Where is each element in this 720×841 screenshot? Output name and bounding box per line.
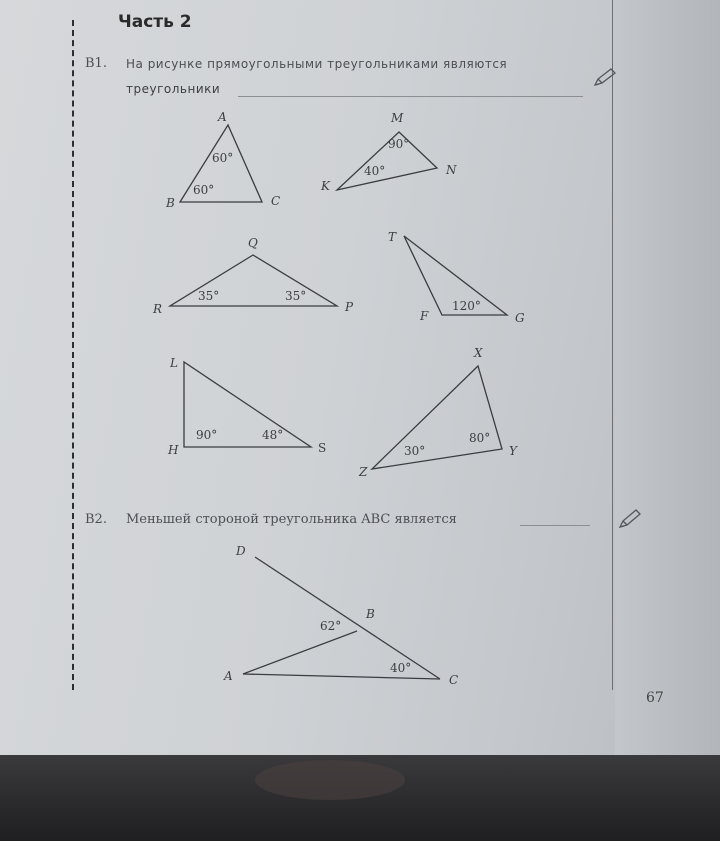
triangle-mnk [320,111,457,193]
b1-question-text: На рисунке прямоугольными треугольниками являются [126,57,508,71]
section-title: Часть 2 [118,12,192,32]
angle-k: 40° [364,164,386,178]
triangle-abc [165,110,280,210]
angle-f: 120° [452,299,481,313]
vertex-f: F [420,309,429,323]
angle-b2: 62° [320,619,342,633]
vertex-x: X [474,346,483,360]
finger-shadow [255,760,405,800]
vertex-c2: C [449,673,459,687]
vertex-t: T [388,230,397,244]
vertex-y: Y [509,444,517,458]
vertex-m: M [391,111,404,125]
vertex-l: L [170,356,178,370]
angle-b: 60° [193,183,215,197]
b2-label: В2. [85,512,107,527]
vertex-d: D [236,544,246,558]
b2-figure [223,544,458,687]
vertex-n: N [446,163,457,177]
vertex-p: P [345,300,354,314]
vertex-b: B [166,196,175,210]
angle-s: 48° [262,428,284,442]
triangle-tfg [388,230,525,325]
angle-c2: 40° [390,661,412,675]
vertex-a: A [218,110,227,124]
vertex-k: K [321,179,330,193]
angle-m: 90° [388,137,410,151]
vertex-z: Z [359,465,368,479]
vertex-q: Q [248,236,258,250]
b1-label: В1. [85,56,107,71]
triangle-lhs [167,356,326,457]
angle-r: 35° [198,289,220,303]
b2-question-text: Меньшей стороной треугольника ABC является [126,512,457,527]
triangle-xzy [358,346,518,479]
vertex-b2: B [366,607,375,621]
vertex-s: S [318,441,327,455]
angle-p: 35° [285,289,307,303]
page-number: 67 [646,690,664,706]
vertex-c: C [271,194,281,208]
angle-a: 60° [212,151,234,165]
vertex-h: H [168,443,179,457]
vertex-a2: A [224,669,233,683]
angle-h: 90° [196,428,218,442]
triangle-qrp [152,236,354,316]
angle-y: 80° [469,431,491,445]
vertex-r: R [153,302,163,316]
vertex-g: G [515,311,525,325]
angle-z: 30° [404,444,426,458]
b1-question-text-line2: треугольники [126,82,221,96]
